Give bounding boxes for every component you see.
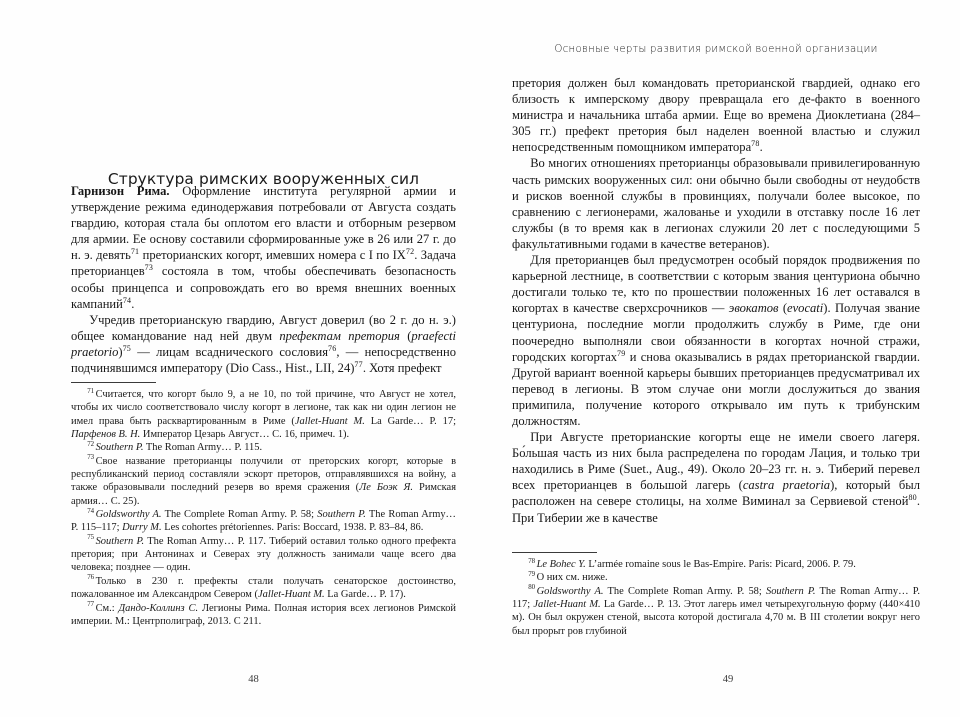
running-head: Основные черты развития римской военной организации <box>554 44 878 55</box>
footnote-number: 71 <box>87 387 95 395</box>
footnote-ref-71[interactable]: 71 <box>130 247 140 257</box>
term-prefects-la: praefecti praetorio <box>71 328 456 359</box>
footnote-citation-author: Jallet-Huant M. <box>533 599 601 611</box>
footnote-ref-72[interactable]: 72 <box>405 247 415 257</box>
footnote-citation-author: Дандо-Коллинз С. <box>118 602 199 614</box>
paragraph-text: При Августе преторианские когорты еще не имели своего лагеря. Бо́льшая часть из них была распределена по городам Лация, и только три находились в Риме (Suet., Aug., 49). Около 20–23 гг. н. э. Тиберий перевел всех преторианцев в большой лагерь ( <box>512 430 920 493</box>
term-evocati-ru: эвокатов <box>728 301 779 316</box>
footnote-text: Les cohortes prétoriennes. Paris: Boccard, 1938. P. 83–84, 86. <box>161 522 424 534</box>
paragraph-praetorian-prefect <box>512 75 920 155</box>
footnote-citation-author: Southern P. <box>765 585 816 597</box>
footnote-text: La Garde… P. 17; <box>364 415 456 427</box>
footnote-74 <box>71 508 456 535</box>
footnote-text: Только в 230 г. префекты стали получать сенаторское достоинство, пожалованное им Александром Севером ( <box>71 575 456 601</box>
footnote-ref-77[interactable]: 77 <box>354 359 363 369</box>
footnote-text: The Roman Army… P. 115–117; <box>71 509 456 534</box>
left-page-body <box>71 183 456 376</box>
footnote-number: 77 <box>87 601 95 609</box>
footnote-separator-rule <box>512 552 597 553</box>
footnote-number: 73 <box>87 454 95 462</box>
footnote-citation-author: Goldsworthy A. <box>536 585 604 597</box>
footnote-number: 78 <box>528 557 536 565</box>
paragraph-text: ) <box>118 344 123 359</box>
footnote-citation-author: Durry M. <box>122 522 162 534</box>
footnote-text: Римская армия… С. 25). <box>71 482 456 507</box>
footnote-ref-79[interactable]: 79 <box>617 348 626 358</box>
footnote-75 <box>71 535 456 575</box>
footnote-77 <box>71 602 456 629</box>
footnote-78 <box>512 558 920 571</box>
paragraph-text: Оформление института регулярной армии и утверждение режима единодержавия потребовали от Августа создать гвардию, которая стала бы оплотом его власти и отборным резервом для армии. Ее основу составили сформированные уже в 26 или 27 г. до н. э. девять <box>71 184 456 263</box>
footnote-text: См.: <box>95 602 119 614</box>
footnote-71 <box>71 388 456 441</box>
page-number-left: 48 <box>248 674 259 685</box>
footnote-ref-76[interactable]: 76 <box>328 343 337 353</box>
paragraph-text: . <box>131 296 135 311</box>
paragraph-garrison <box>71 183 456 312</box>
footnote-citation-author: Southern P. <box>95 535 145 547</box>
paragraph-text: претория должен был командовать преторианской гвардией, однако его близость к имперскому двору превращала его де-факто в военного министра и начальника штаба армии. Еще во времена Диоклетиана (284–305 гг.) префект претория был наделен военной властью и служил непосредственным помощником императора <box>512 76 920 155</box>
footnote-list <box>512 558 920 638</box>
footnote-text: Легионы Рима. Полная история всех легионов Римской империи. М.: Центрполиграф, 2013. С 211. <box>71 602 456 627</box>
term-castra-praetoria: castra praetoria <box>742 478 831 493</box>
paragraph-castra-praetoria <box>512 429 920 526</box>
footnote-72 <box>71 441 456 454</box>
footnote-80 <box>512 585 920 638</box>
footnote-ref-73[interactable]: 73 <box>144 263 154 273</box>
left-page-footnotes <box>71 382 456 628</box>
paragraph-text: состояла в том, чтобы обеспечивать безопасность особы принцепса и сопровождать его во время внешних военных кампаний <box>71 264 456 311</box>
footnote-73 <box>71 455 456 508</box>
footnote-text: The Complete Roman Army. P. 58; <box>161 509 318 521</box>
paragraph-lead-in: Гарнизон Рима. <box>71 184 170 198</box>
footnote-text: The Complete Roman Army. P. 58; <box>603 585 766 597</box>
paragraph-text: — лицам всаднического сословия <box>131 344 328 359</box>
paragraph-text: . При Тиберии же в качестве <box>512 494 920 525</box>
right-page-body <box>512 75 920 526</box>
footnote-number: 80 <box>528 584 536 592</box>
footnote-text: Считается, что когорт было 9, а не 10, по той причине, что Август не хотел, чтобы их число соответствовало числу когорт в легионе, так как ни один легион не имел права быть расквартированным в Риме ( <box>71 389 456 427</box>
paragraph-text: преторианских когорт, имевших номера с I по IX <box>139 248 406 263</box>
footnote-citation-author: Goldsworthy A. <box>95 509 162 521</box>
paragraph-text: ), который был расположен на севере столицы, на холме Виминал за Сервиевой стеной <box>512 478 921 509</box>
footnote-list <box>71 388 456 628</box>
paragraph-text: . Задача преторианцев <box>71 248 456 279</box>
footnote-text: The Roman Army… P. 117. Тиберий оставил только одного префекта претория; при Антонинах и Северах эту должность занимали чаще всего два человека; позднее — один. <box>71 535 457 574</box>
footnote-text: La Garde… P. 13. Этот лагерь имел четырехугольную форму (440×410 м). Он был окружен стеной, высота которой достигала 4,70 м. В III столетии вокруг него был прорыт ров глубиной <box>512 599 920 637</box>
right-page-footnotes <box>512 552 920 638</box>
footnote-text: La Garde… P. 17). <box>324 589 406 601</box>
paragraph-text: и снова оказывались в рядах преторианской гвардии. Другой вариант военной карьеры бывших преторианцев предусматривал их перевод в легионы. В этом случае они могли дослужиться до звания примипила, получение которого открывало им путь к трибунским должностям. <box>512 349 920 428</box>
footnote-text: Свое название преторианцы получили от преторских когорт, которые в республиканский период составляли эскорт преторов, отправлявшихся на войну, а также образовывали последний резерв во время сражения ( <box>71 455 456 494</box>
paragraph-text: ( <box>778 301 788 316</box>
footnote-ref-78[interactable]: 78 <box>751 139 760 149</box>
paragraph-text: Для преторианцев был предусмотрен особый порядок продвижения по карьерной лестнице, в соответствии с которым звания центуриона обычно достигали только те, кто по прошествии положенных 16 лет оставался в когортах в качестве сверхсрочников — <box>512 253 920 316</box>
footnote-text: L’armée romaine sous le Bas-Empire. Paris: Picard, 2006. P. 79. <box>585 559 856 570</box>
paragraph-career <box>512 252 920 429</box>
paragraph-text: , — непосредственно подчинявшимся императору (Dio Cass., Hist., LII, 24) <box>71 344 456 376</box>
footnote-text: О них см. ниже. <box>536 572 608 584</box>
footnote-citation-author: Jallet-Huant M. <box>257 589 325 601</box>
paragraph-prefects <box>71 312 456 376</box>
footnote-text: Император Цезарь Август… С. 16, примеч. 1). <box>140 429 350 441</box>
footnote-number: 79 <box>528 570 536 578</box>
footnote-number: 74 <box>87 507 95 515</box>
footnote-ref-80[interactable]: 80 <box>908 493 917 503</box>
paragraph-privileges: Во многих отношениях преторианцы образовывали привилегированную часть римских вооруженных сил: они обычно были свободны от неудобств и рисков военной службы в провинциях, получали более высокое, по сравнению с легионерами, жалованье и уходили в отставку после 16 лет службы (в то время как в легионах служили 20 лет с последующими 5 факультативными годами в качестве ветеранов). <box>512 156 920 251</box>
footnote-text: The Roman Army… P. 117; <box>512 585 920 611</box>
paragraph-text: Учредив преторианскую гвардию, Август доверил (во 2 г. до н. э.) общее командование над ней двум <box>71 312 456 343</box>
footnote-number: 75 <box>87 534 95 542</box>
term-evocati-la: evocati <box>787 301 824 316</box>
page-number-right: 49 <box>722 674 734 685</box>
section-heading: Структура римских вооруженных сил <box>107 169 420 188</box>
footnote-citation-author: Le Bohec Y. <box>536 559 586 570</box>
footnote-separator-rule <box>71 382 156 383</box>
right-page-text-column <box>512 0 920 717</box>
footnote-citation-author: Southern P. <box>317 509 366 521</box>
footnote-number: 72 <box>87 440 95 448</box>
footnote-76 <box>71 575 456 602</box>
term-prefects-ru: префектам претория <box>279 328 400 343</box>
footnote-citation-author: Southern P. <box>95 442 144 454</box>
right-page <box>480 0 960 717</box>
footnote-text: The Roman Army… P. 115. <box>143 442 263 454</box>
paragraph-text: ( <box>399 328 412 343</box>
paragraph-text: . <box>759 140 763 155</box>
footnote-citation-author: Ле Боэк Я. <box>359 482 414 494</box>
footnote-citation-author: Jallet-Huant M. <box>294 415 365 427</box>
left-page-text-column <box>71 0 456 717</box>
footnote-number: 76 <box>87 574 95 582</box>
footnote-ref-75[interactable]: 75 <box>122 343 132 353</box>
footnote-ref-74[interactable]: 74 <box>122 295 132 305</box>
footnote-79 <box>512 571 920 584</box>
paragraph-text: ). Получая звание центуриона, последние могли продолжить службу в Риме, где они поочередно выполняли свои обязанности в когортах ночной стражи, городских когортах <box>512 301 920 364</box>
paragraph-text: . Хотя префект <box>362 361 442 376</box>
footnote-citation-author: Парфенов В. Н. <box>71 429 141 441</box>
